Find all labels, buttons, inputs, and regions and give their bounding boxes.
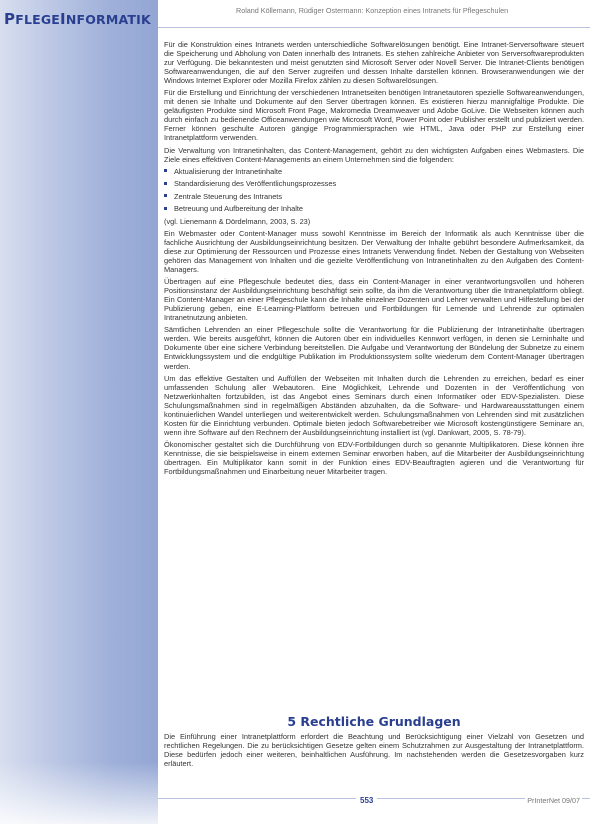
page-number: 553 [356, 796, 377, 805]
list-item: Betreuung und Aufbereitung der Inhalte [164, 204, 584, 213]
article-body [164, 40, 584, 479]
paragraph: Für die Erstellung und Einrichtung der verschiedenen Intranetseiten benötigen Intranetautoren spezielle Softwareanwendungen, mit denen sie Inhalte und Dokumente auf den Server übertragen können. Es existieren hierzu mannigfaltige Produkte. Die geläufigsten Produkte sind Microsoft Front Page, Makromedia Dreamweaver und Adobe GoLive. Die Webseiten können auch durch einfach zu bedienende Officeanwendungen wie Microsoft Word, Power Point oder Publisher erstellt und publiziert werden. Ferner können geschulte Autoren gängige Programmiersprachen wie HTML, Java oder PHP zur Erstellung einer Intranetplattform verwenden. [164, 88, 584, 143]
paragraph: Übertragen auf eine Pflegeschule bedeutet dies, dass ein Content-Manager in einer verantwortungsvollen und höheren Positionsinstanz der Ausbildungseinrichtung beschäftigt sein sollte, da ihm die Verantwortung über die Intranetplattform obliegt. Ein Content-Manager an einer Pflegeschule kann die Inhalte einzelner Dozenten und Lehrer verwalten und Hilfestellung bei der Publizierung geben, eine E-Learning-Plattform betreuen und Fortbildungen für Lernende und Lehrende zur optimalen Intranetnutzung anbieten. [164, 277, 584, 323]
paragraph: Für die Konstruktion eines Intranets werden unterschiedliche Softwarelösungen benötigt. Eine Intranet-Serversoftware steuert die Speicherung und Abholung von Daten innerhalb des Intranets. Es stehen zahlreiche Anbieter von Serversoftwareprodukten zur Verfügung. Die bekanntesten und meist genutzten sind Microsoft Server oder Novell Server. Die Intranet-Clients benötigen Softwareanwendungen, die auf den Server zugreifen und dessen Inhalte darstellen können. Browseranwendungen wie der Windows Internet Explorer oder Mozilla Firefox zählen zu diesen Softwarelösungen. [164, 40, 584, 86]
paragraph: Die Verwaltung von Intranetinhalten, das Content-Management, gehört zu den wichtigsten Aufgaben eines Webmasters. Die Ziele eines effektiven Content-Managements an einem Unternehmen sind die folgenden: [164, 145, 584, 164]
page-header [0, 0, 590, 30]
header-divider [158, 27, 590, 28]
citation: (vgl. Lienemann & Dördelmann, 2003, S. 23) [164, 216, 311, 226]
list-item: Aktualisierung der Intranetinhalte [164, 167, 584, 176]
sidebar-fade [0, 762, 158, 824]
section-paragraph: Die Einführung einer Intranetplattform erfordert die Beachtung und Berücksichtigung einer Vielzahl von Gesetzen und rechtlichen Regelungen. Die zu berücksichtigen Gesetze gelten einem Schutzrahmen zur Ausgestaltung der Intranetplattform. Diese bedürfen jedoch einer weiteren, beinhaltlichen Ausführung. Im nachstehenden werden die Gesetzesvorgaben kurz erläutert. [164, 732, 584, 769]
section-heading: 5 Rechtliche Grundlagen [287, 714, 461, 729]
paragraph: Ein Webmaster oder Content-Manager muss sowohl Kenntnisse im Bereich der Informatik als auch Kenntnisse über die fachliche Ausrichtung der Ausbildungseinrichtung besitzen. Der Verwaltung der Inhalte gebührt besondere Aufmerksamkeit, da diese zur Optimierung der Ressourcen und Prozesse eines Intranets Verwendung findet. Neben der Gestaltung von Webseiten gehören das Management von Inhalten und die gezielte Veröffentlichung von Intranetinhalten zu den Aufgaben des Content-Managers. [164, 228, 584, 275]
sidebar-band [0, 0, 158, 824]
goals-list [164, 167, 584, 214]
paragraph: Sämtlichen Lehrenden an einer Pflegeschule sollte die Verantwortung für die Publizierung der Intranetinhalte übertragen werden. Wie bereits ausgeführt, können die Autoren über ein individuelles Kennwort verfügen, in denen sie Lerninhalte und Dokumente über eine sichere Verbindung bereitstellen. Die Aufgabe und Verantwortung der Bündelung der Subnetze zu einem Entwicklungssystem und die endgültige Publikation im Produktionssystem sollte wiederum dem Content-Manager übertragen werden. [164, 325, 584, 371]
running-header: Roland Köllemann, Rüdiger Ostermann: Konzeption eines Intranets für Pflegeschulen [236, 6, 509, 15]
issue-label: PrInterNet 09/07 [527, 796, 580, 805]
list-item: Standardisierung des Veröffentlichungsprozesses [164, 179, 584, 188]
journal-logo: PFLEGEINFORMATIK [4, 10, 151, 28]
paragraph: Ökonomischer gestaltet sich die Durchführung von EDV-Fortbildungen durch so genannte Multiplikatoren. Diese können ihre Kenntnisse, die sie beispielsweise in einem externen Seminar erworben haben, auf die Mitarbeiter der Ausbildungseinrichtung übertragen. Ein Multiplikator kann somit in der Funktion eines EDV-Beauftragten agieren und die Verantwortung für Fortbildungsmaßnahmen und Einarbeitung neuer Mitarbeiter tragen. [164, 439, 584, 477]
list-item: Zentrale Steuerung des Intranets [164, 192, 584, 201]
paragraph: Um das effektive Gestalten und Auffüllen der Webseiten mit Inhalten durch die Lehrenden zu erreichen, bedarf es einer umfassenden Schulung aller Webautoren. Eine Möglichkeit, Lehrende und Dozenten in der Veröffentlichung von Netzwerkinhalten fortzubilden, ist das Angebot eines Seminars durch einen Informatiker oder EDV-Spezialisten. Diese Schulungsmaßnahmen sind in regelmäßigen Abständen abzuhalten, da die Software- und Hardwareausstattungen einem kontinuierlichen Wandel unterliegen und weiterentwickelt werden. Schulungsmaßnahmen von Lehrenden sind mit zusätzlichen Kosten für die Einrichtung verbunden. Optimale bieten jedoch Softwarebetreiber wie Microsoft kostengünstigere Seminare an, wenn ihre Software auf den Rechnern der Ausbildungseinrichtung installiert ist (vgl. Dankwart, 2005, S. 78-79). [164, 373, 584, 437]
